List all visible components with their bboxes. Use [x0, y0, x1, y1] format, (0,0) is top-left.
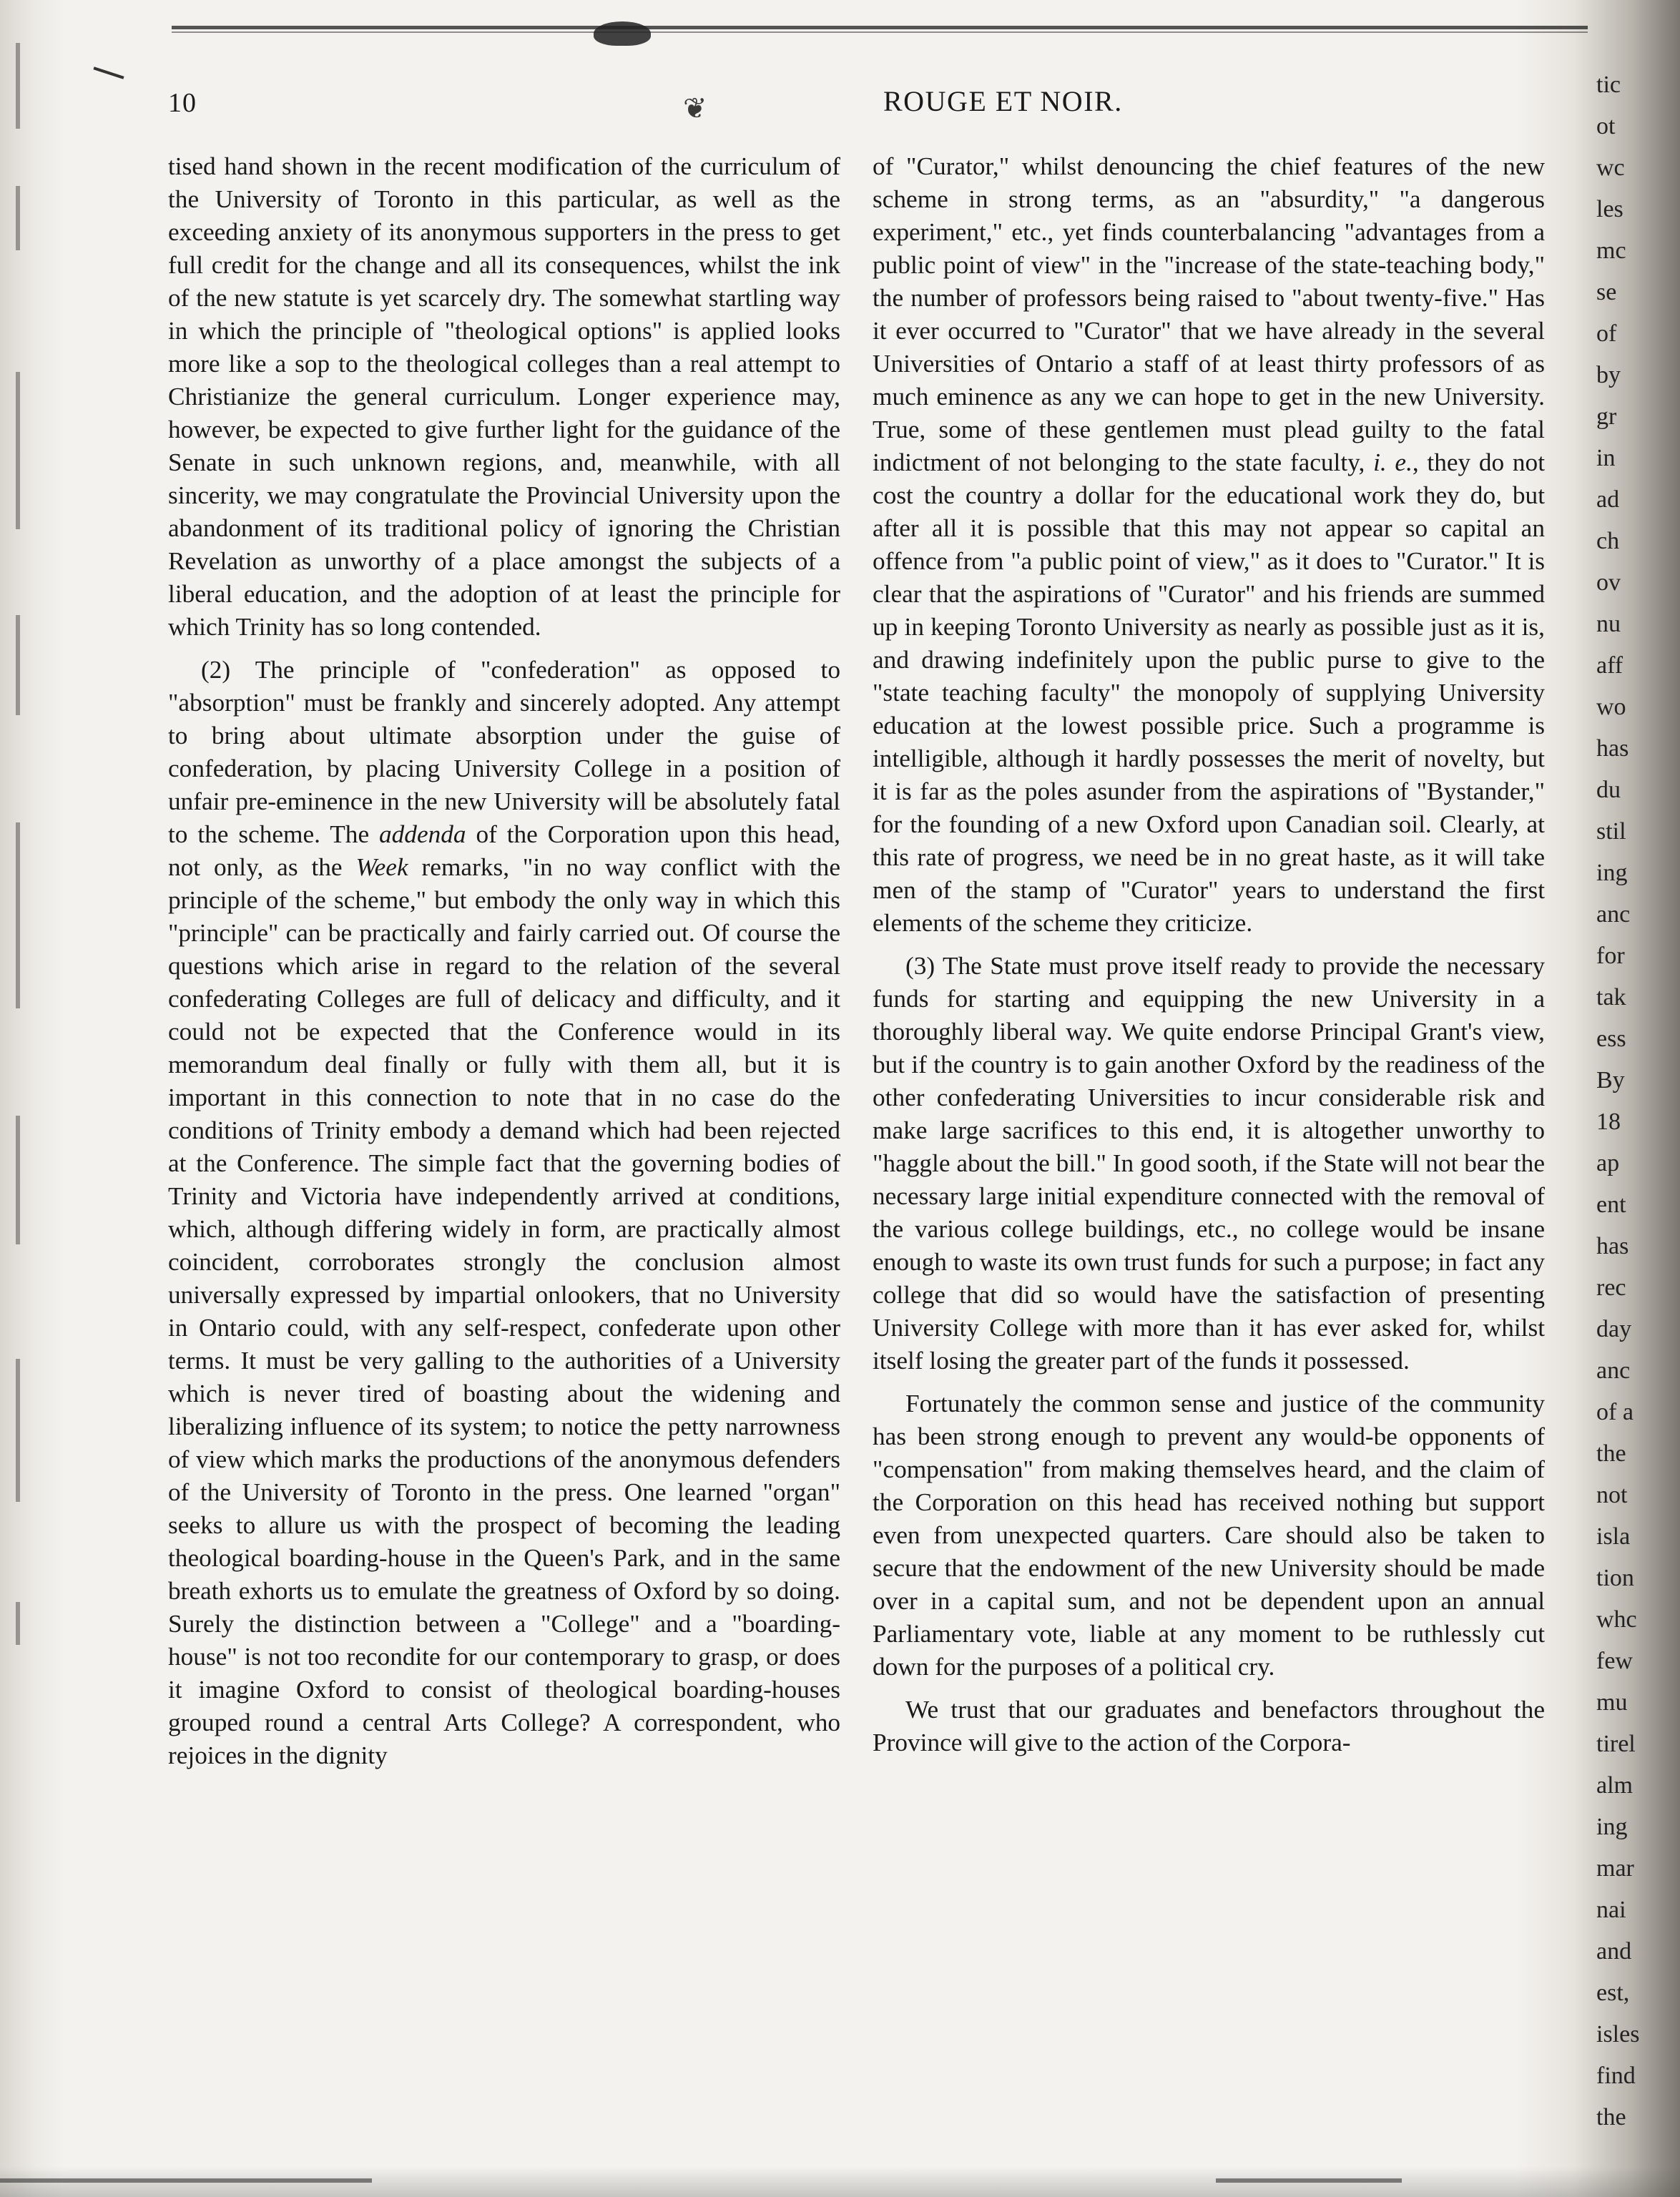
paragraph: Fortunately the common sense and justice of the community has been strong enough to prevent any would-be opponents of "compensation" from making themselves heard, and the claim of the Corporation on this head has received nothing but support even from unexpected quarters. Care should also be taken to secure that the endowment of the new University should be made over in a capital sum, and not be dependent upon an annual Parliamentary vote, liable at any moment to be ruthlessly cut down for the purposes of a political cry.: [873, 1390, 1545, 1681]
adjacent-page-edge: [1596, 64, 1680, 2196]
paragraph: tised hand shown in the recent modification of the curriculum of the University of Toronto in this particular, as well as the exceeding anxiety of its anonymous supporters in the press to get full credit for the change and all its consequences, whilst the ink of the new statute is yet scarcely dry. The somewhat startling way in which the principle of "theological options" is applied looks more like a sop to the theological colleges than a real attempt to Christianize the general curriculum. Longer experience may, however, be expected to give further light for the guidance of the Senate in such unknown regions, and, meanwhile, with all sincerity, we may congratulate the Provincial University upon the abandonment of its traditional policy of ignoring the Christian Revelation as unworthy of a place amongst the subjects of a liberal education, and the adoption of at least the principle for which Trinity has so long contended.: [168, 152, 840, 641]
edge-fragment: find: [1596, 2063, 1636, 2089]
edge-fragment: not: [1596, 1482, 1628, 1508]
edge-fragment: has: [1596, 735, 1629, 762]
edge-fragment: wo: [1596, 694, 1626, 720]
edge-fragment: tak: [1596, 984, 1626, 1011]
edge-fragment: ov: [1596, 569, 1621, 596]
edge-fragment: ad: [1596, 486, 1620, 513]
edge-fragment: 18: [1596, 1109, 1621, 1135]
scan-left-margin: [0, 0, 64, 2197]
edge-fragment: aff: [1596, 652, 1623, 679]
paragraph: (2) The principle of "confederation" as opposed to "absorption" must be frankly and sincerely adopted. Any attempt to bring about ultimate absorption under the guise of confederation, by placing University College in a position of unfair pre-eminence in the new University will be absolutely fatal to the scheme. The addenda of the Corporation upon this head, not only, as the Week remarks, "in no way conflict with the principle of the scheme," but embody the only way in which this "principle" can be practically and fairly carried out. Of course the questions which arise in regard to the relation of the several confederating Colleges are full of delicacy and difficulty, and it could not be expected that the Conference would in its memorandum deal finally or fully with them all, but it is important in this connection to note that in no case do the conditions of Trinity embody a demand which had been rejected at the Conference. The simple fact that the governing bodies of Trinity and Victoria have independently arrived at conditions, which, although differing widely in form, are practically almost coincident, corroborates strongly the conclusion almost universally expressed by impartial onlookers, that no University in Ontario could, with any self-respect, confederate upon other terms. It must be very galling to the authorities of a University which is never tired of boasting about the widening and liberalizing influence of its system; to notice the petty narrowness of view which marks the productions of the anonymous defenders of the University of Toronto in the press. One learned "organ" seeks to allure us with the prospect of becoming the leading theological boarding-house in the Queen's Park, and in the same breath exhorts us to emulate the greatness of Oxford by so doing. Surely the distinction between a "College" and a "boarding-house" is not too recondite for our contemporary to grasp, or does it imagine Oxford to consist of theological boarding-houses grouped round a central Arts College? A correspondent, who rejoices in the dignity: [168, 656, 840, 1769]
header-fleuron-icon: ❦: [683, 92, 707, 124]
edge-fragment: mc: [1596, 237, 1626, 264]
edge-fragment: isla: [1596, 1523, 1631, 1550]
page-header: [168, 84, 1584, 127]
edge-fragment: anc: [1596, 901, 1631, 928]
edge-fragment: ent: [1596, 1191, 1626, 1218]
edge-fragment: stil: [1596, 818, 1626, 845]
edge-fragment: By: [1596, 1067, 1625, 1093]
edge-fragment: gr: [1596, 403, 1617, 430]
scan-speck: [16, 615, 20, 715]
top-rule: [172, 26, 1588, 29]
top-rule-thin: [172, 31, 1588, 33]
scan-smudge: [1216, 2178, 1402, 2183]
scan-speck: [16, 1602, 20, 1645]
scan-speck: [16, 186, 20, 250]
edge-fragment: ing: [1596, 860, 1628, 886]
scan-mark: [93, 67, 124, 79]
edge-fragment: tirel: [1596, 1731, 1636, 1757]
scan-speck: [16, 1116, 20, 1244]
edge-fragment: the: [1596, 1440, 1626, 1467]
edge-fragment: in: [1596, 445, 1616, 471]
header-ornament: [594, 21, 651, 46]
edge-fragment: ch: [1596, 528, 1620, 554]
edge-fragment: the: [1596, 2104, 1626, 2130]
edge-fragment: tic: [1596, 72, 1621, 98]
edge-fragment: alm: [1596, 1772, 1633, 1799]
edge-fragment: ess: [1596, 1026, 1626, 1052]
edge-fragment: tion: [1596, 1565, 1634, 1591]
edge-fragment: mar: [1596, 1855, 1634, 1882]
paragraph: We trust that our graduates and benefactors throughout the Province will give to the action of the Corpora-: [873, 1696, 1545, 1756]
scan-speck: [16, 1359, 20, 1502]
edge-fragment: ot: [1596, 113, 1616, 139]
scan-smudge: [0, 2178, 372, 2183]
edge-fragment: wc: [1596, 154, 1625, 181]
edge-fragment: whc: [1596, 1606, 1637, 1633]
left-column: [168, 150, 840, 1772]
page-number: 10: [168, 88, 197, 118]
edge-fragment: and: [1596, 1938, 1632, 1965]
paragraph: (3) The State must prove itself ready to provide the necessary funds for starting and equipping the new University in a thoroughly liberal way. We quite endorse Principal Grant's view, but if the country is to gain another Oxford by the readiness of the other confederating Universities to incur considerable risk and make large sacrifices to this end, it is altogether unworthy to "haggle about the bill." In good sooth, if the State will not bear the necessary large initial expenditure connected with the removal of the various college buildings, etc., no college would be insane enough to waste its own trust funds for such a purpose; in fact any college that did so would have the satisfaction of presenting University College with more than it has ever asked for, whilst itself losing the greater part of the funds it possessed.: [873, 952, 1545, 1375]
scan-speck: [16, 372, 20, 529]
journal-title: ROUGE ET NOIR.: [883, 85, 1123, 117]
edge-fragment: day: [1596, 1316, 1632, 1342]
scan-speck: [16, 822, 20, 1008]
edge-fragment: rec: [1596, 1274, 1626, 1301]
edge-fragment: by: [1596, 362, 1621, 388]
edge-fragment: nu: [1596, 611, 1621, 637]
edge-fragment: est,: [1596, 1980, 1630, 2006]
edge-fragment: anc: [1596, 1357, 1631, 1384]
edge-fragment: se: [1596, 279, 1617, 305]
edge-fragment: has: [1596, 1233, 1629, 1259]
edge-fragment: of: [1596, 320, 1617, 347]
right-column: [873, 150, 1545, 1759]
edge-fragment: du: [1596, 777, 1621, 803]
edge-fragment: isles: [1596, 2021, 1640, 2048]
edge-fragment: few: [1596, 1648, 1633, 1674]
edge-fragment: les: [1596, 196, 1623, 222]
paragraph: of "Curator," whilst denouncing the chief features of the new scheme in strong terms, as an "absurdity," "a dangerous experiment," etc., yet finds counterbalancing "advantages from a public point of view" in the "increase of the state-teaching body," the number of professors being raised to "about twenty-five." Has it ever occurred to "Curator" that we have already in the several Universities of Ontario a staff of at least thirty professors of as much eminence as any we can hope to get in the new University. True, some of these gentlemen must plead guilty to the fatal indictment of not belonging to the state faculty, i. e., they do not cost the country a dollar for the educational work they do, but after all it is possible that this may not appear so capital an offence from "a public point of view," as it does to "Curator." It is clear that the aspirations of "Curator" and his friends are summed up in keeping Toronto University as nearly as possible just as it is, and drawing indefinitely upon the public purse to give to the "state teaching faculty" the monopoly of supplying University education at the lowest possible price. Such a programme is intelligible, although it hardly possesses the merit of novelty, but it is far as the poles asunder from the aspirations of "Bystander," for the founding of a new Oxford upon Canadian soil. Clearly, at this rate of progress, we need be in no great haste, as it will take men of the stamp of "Curator" years to understand the first elements of the scheme they criticize.: [873, 152, 1545, 937]
scan-speck: [16, 43, 20, 129]
edge-fragment: ing: [1596, 1814, 1628, 1840]
edge-fragment: ap: [1596, 1150, 1620, 1176]
edge-fragment: nai: [1596, 1897, 1626, 1923]
edge-fragment: for: [1596, 943, 1625, 969]
edge-fragment: mu: [1596, 1689, 1628, 1716]
edge-fragment: of a: [1596, 1399, 1634, 1425]
